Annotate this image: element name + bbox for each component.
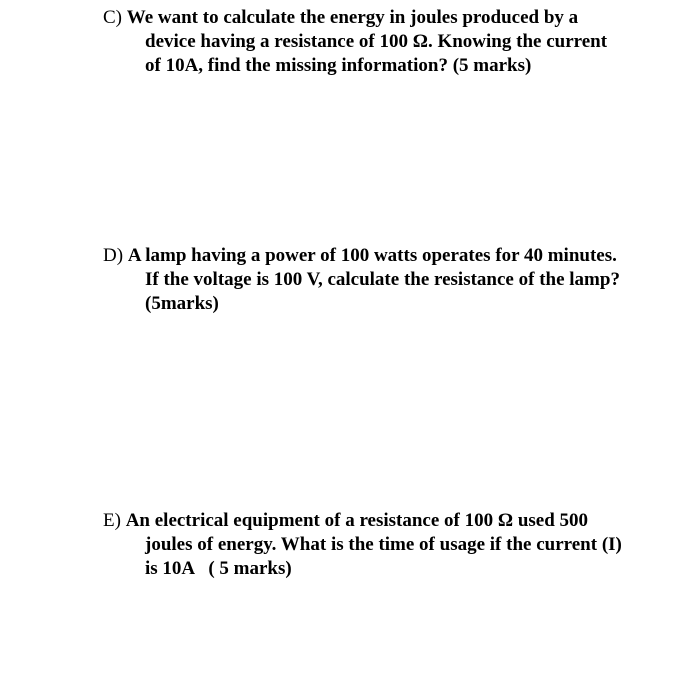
question-label: E) — [103, 510, 121, 531]
question-text: A lamp having a power of 100 watts operates for 40 minutes. If the voltage is 100 V, calculate the resistance of the lamp? (5marks) — [127, 245, 620, 314]
question-c — [103, 6, 623, 78]
question-e — [103, 509, 627, 581]
question-label: C) — [103, 7, 122, 28]
question-text: An electrical equipment of a resistance of 100 Ω used 500 joules of energy. What is the time of usage if the current (I) is 10A ( 5 marks) — [125, 510, 627, 579]
question-text: We want to calculate the energy in joules produced by a device having a resistance of 100 Ω. Knowing the current of 10A, find the missing information? (5 marks) — [126, 7, 608, 76]
question-label: D) — [103, 245, 124, 266]
question-d — [103, 244, 623, 316]
